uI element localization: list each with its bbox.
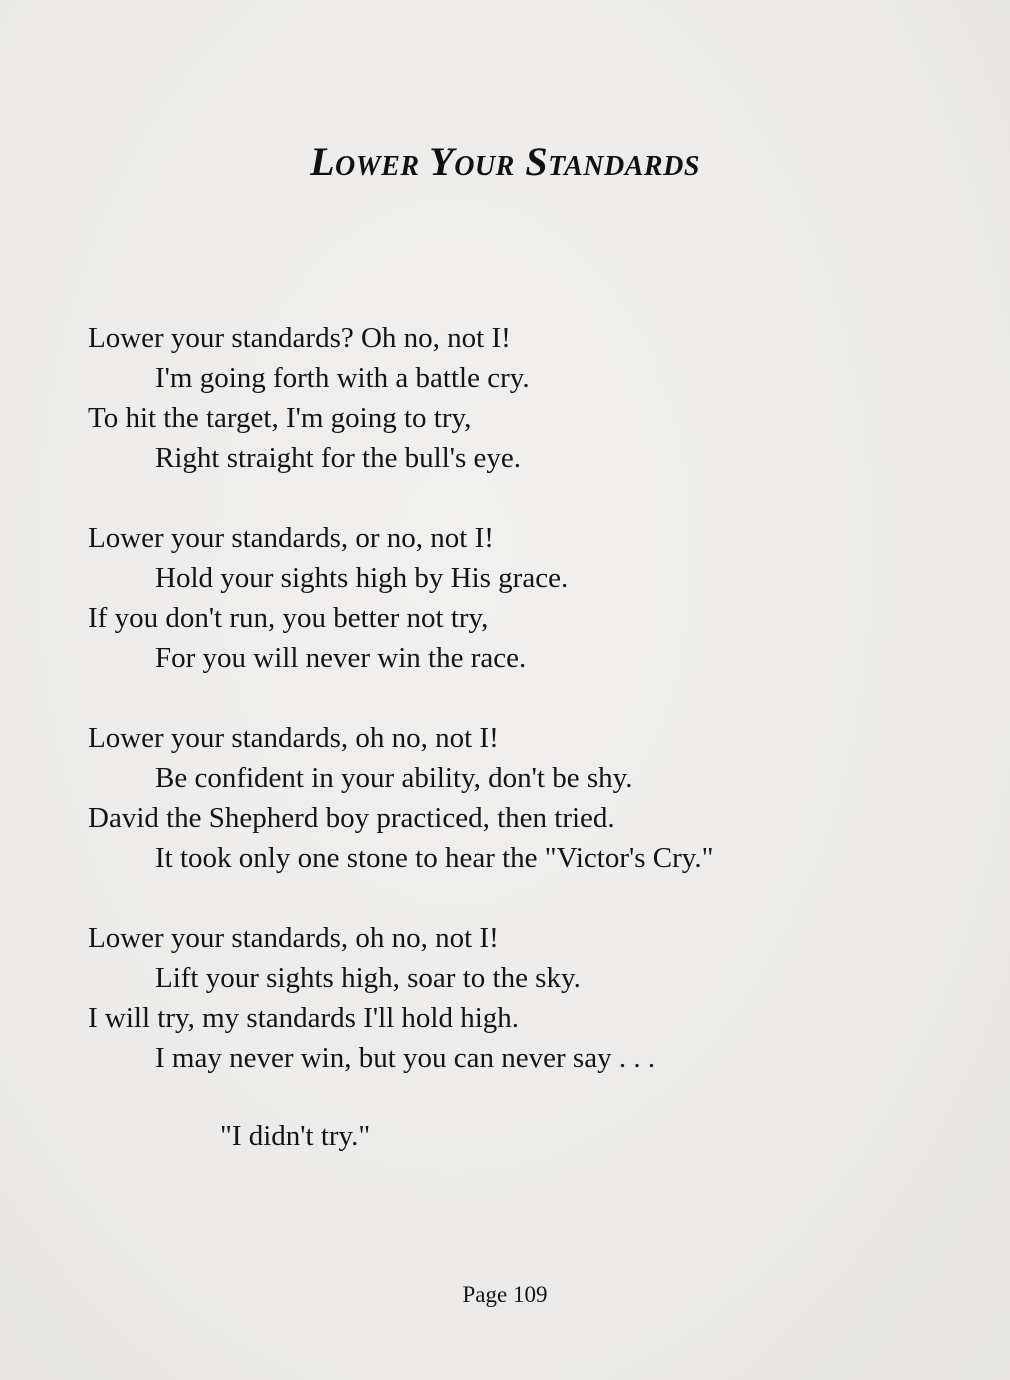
poem-line: Lift your sights high, soar to the sky. [155, 962, 581, 994]
stanza-3 [88, 718, 948, 878]
poem-line: To hit the target, I'm going to try, [88, 402, 472, 434]
poem-body [88, 318, 948, 1118]
poem-line: It took only one stone to hear the "Victor's Cry." [155, 842, 714, 874]
poem-line: Right straight for the bull's eye. [155, 442, 522, 474]
poem-line: For you will never win the race. [155, 642, 527, 674]
poem-line: David the Shepherd boy practiced, then tried. [88, 802, 615, 834]
poem-line: Lower your standards, oh no, not I! [88, 722, 499, 754]
poem-line: If you don't run, you better not try, [88, 602, 489, 634]
poem-line: Hold your sights high by His grace. [155, 562, 569, 594]
page-number: Page 109 [462, 1282, 548, 1307]
poem-line: I will try, my standards I'll hold high. [88, 1002, 520, 1034]
poem-line: Lower your standards? Oh no, not I! [88, 322, 511, 354]
poem-line: I may never win, but you can never say . . . [155, 1042, 656, 1074]
poem-line: I'm going forth with a battle cry. [155, 362, 530, 394]
poem-title: Lower Your Standards [310, 139, 700, 184]
stanza-1 [88, 318, 948, 478]
poem-line: Lower your standards, oh no, not I! [88, 922, 499, 954]
stanza-4 [88, 918, 948, 1078]
poem-line: Be confident in your ability, don't be shy. [155, 762, 633, 794]
closing-line: "I didn't try." [220, 1120, 371, 1152]
stanza-2 [88, 518, 948, 678]
poem-line: Lower your standards, or no, not I! [88, 522, 494, 554]
